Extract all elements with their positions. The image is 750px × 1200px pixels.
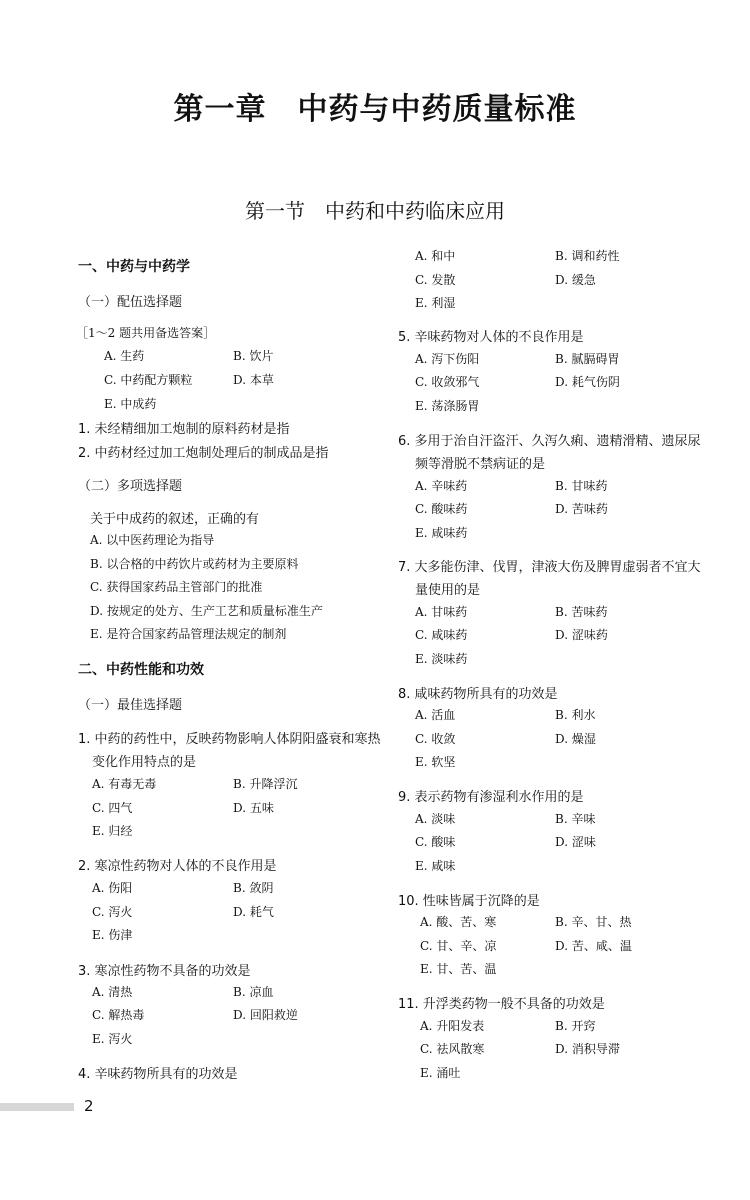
option-c: C. 酸味 bbox=[415, 835, 456, 849]
option-b: B. 凉血 bbox=[233, 985, 274, 999]
question-text: 频等滑脱不禁病证的是 bbox=[415, 457, 546, 472]
question-text: 2. 寒凉性药物对人体的不良作用是 bbox=[78, 859, 277, 874]
option-b: B. 以合格的中药饮片或药材为主要原料 bbox=[90, 557, 299, 571]
option-c: C. 收敛 bbox=[415, 732, 456, 746]
option-a: A. 活血 bbox=[415, 708, 456, 722]
option-a: A. 酸、苦、寒 bbox=[420, 915, 497, 929]
option-c: C. 甘、辛、凉 bbox=[420, 939, 497, 953]
option-a: A. 伤阳 bbox=[92, 881, 133, 895]
option-b: B. 甘味药 bbox=[555, 479, 608, 493]
question-text: 4. 辛味药物所具有的功效是 bbox=[78, 1067, 238, 1082]
option-b: B. 升降浮沉 bbox=[233, 777, 298, 791]
option-c: C. 酸味药 bbox=[415, 502, 468, 516]
option-a: A. 升阳发表 bbox=[420, 1019, 485, 1033]
question-text: 11. 升浮类药物一般不具备的功效是 bbox=[398, 997, 605, 1012]
option-d: D. 涩味药 bbox=[555, 628, 608, 642]
question-text: 变化作用特点的是 bbox=[92, 755, 197, 770]
option-b: B. 辛味 bbox=[555, 812, 596, 826]
question-text: 1. 中药的药性中，反映药物影响人体阴阳盛衰和寒热 bbox=[78, 732, 381, 747]
option-e: E. 荡涤肠胃 bbox=[415, 399, 480, 413]
option-d: D. 苦、咸、温 bbox=[555, 939, 632, 953]
option-a: A. 辛味药 bbox=[415, 479, 468, 493]
option-a: A. 清热 bbox=[92, 985, 133, 999]
chapter-title: 第一章 中药与中药质量标准 bbox=[173, 92, 577, 127]
question-text: 3. 寒凉性药物不具备的功效是 bbox=[78, 964, 251, 979]
option-c: C. 解热毒 bbox=[92, 1008, 145, 1022]
question-text: 2. 中药材经过加工炮制处理后的制成品是指 bbox=[78, 446, 329, 461]
option-a: A. 和中 bbox=[415, 249, 456, 263]
option-e: E. 甘、苦、温 bbox=[420, 962, 497, 976]
option-d: D. 本草 bbox=[233, 373, 274, 387]
option-b: B. 调和药性 bbox=[555, 249, 620, 263]
option-c: C. 发散 bbox=[415, 273, 456, 287]
option-e: E. 软坚 bbox=[415, 755, 456, 769]
option-e: E. 中成药 bbox=[104, 397, 157, 411]
option-a: A. 生药 bbox=[104, 349, 145, 363]
option-e: E. 咸味 bbox=[415, 859, 456, 873]
option-d: D. 消积导滞 bbox=[555, 1042, 620, 1056]
option-e: E. 归经 bbox=[92, 824, 133, 838]
option-a: A. 泻下伤阳 bbox=[415, 352, 480, 366]
option-d: D. 耗气伤阴 bbox=[555, 375, 620, 389]
option-e: E. 咸味药 bbox=[415, 526, 468, 540]
question-text: 量使用的是 bbox=[415, 583, 481, 598]
page-number: 2 bbox=[84, 1097, 94, 1115]
option-d: D. 按规定的处方、生产工艺和质量标准生产 bbox=[90, 604, 323, 618]
question-text: 9. 表示药物有渗湿利水作用的是 bbox=[398, 790, 584, 805]
option-b: B. 敛阴 bbox=[233, 881, 274, 895]
question-text: 6. 多用于治自汗盗汗、久泻久痢、遗精滑精、遗尿尿 bbox=[398, 434, 701, 449]
page-number-bar bbox=[0, 1103, 74, 1111]
question-text: 5. 辛味药物对人体的不良作用是 bbox=[398, 330, 584, 345]
option-c: C. 四气 bbox=[92, 801, 133, 815]
option-d: D. 涩味 bbox=[555, 835, 596, 849]
option-c: C. 祛风散寒 bbox=[420, 1042, 485, 1056]
option-a: A. 以中医药理论为指导 bbox=[90, 533, 215, 547]
option-a: A. 甘味药 bbox=[415, 605, 468, 619]
option-b: B. 苦味药 bbox=[555, 605, 608, 619]
subsection-heading: （二）多项选择题 bbox=[78, 479, 183, 494]
subsection-heading: （一）最佳选择题 bbox=[78, 698, 183, 713]
section-heading: 二、中药性能和功效 bbox=[78, 662, 204, 678]
option-b: B. 腻膈碍胃 bbox=[555, 352, 620, 366]
option-b: B. 开窍 bbox=[555, 1019, 596, 1033]
option-e: E. 利湿 bbox=[415, 296, 456, 310]
option-d: D. 苦味药 bbox=[555, 502, 608, 516]
option-e: E. 伤津 bbox=[92, 928, 133, 942]
option-b: B. 饮片 bbox=[233, 349, 274, 363]
option-e: E. 淡味药 bbox=[415, 652, 468, 666]
option-d: D. 回阳救逆 bbox=[233, 1008, 298, 1022]
option-b: B. 辛、甘、热 bbox=[555, 915, 632, 929]
shared-answer-header: ［1～2 题共用备选答案］ bbox=[76, 326, 216, 340]
subsection-heading: （一）配伍选择题 bbox=[78, 295, 183, 310]
option-d: D. 耗气 bbox=[233, 905, 274, 919]
section-heading: 一、中药与中药学 bbox=[78, 259, 190, 275]
option-c: C. 中药配方颗粒 bbox=[104, 373, 193, 387]
question-text: 1. 未经精细加工炮制的原料药材是指 bbox=[78, 422, 290, 437]
section-title: 第一节 中药和中药临床应用 bbox=[245, 199, 505, 223]
question-text: 7. 大多能伤津、伐胃，津液大伤及脾胃虚弱者不宜大 bbox=[398, 560, 701, 575]
option-c: C. 泻火 bbox=[92, 905, 133, 919]
option-a: A. 淡味 bbox=[415, 812, 456, 826]
option-d: D. 缓急 bbox=[555, 273, 596, 287]
option-a: A. 有毒无毒 bbox=[92, 777, 157, 791]
option-c: C. 咸味药 bbox=[415, 628, 468, 642]
question-text: 关于中成药的叙述，正确的有 bbox=[90, 512, 260, 527]
option-c: C. 获得国家药品主管部门的批准 bbox=[90, 580, 263, 594]
option-b: B. 利水 bbox=[555, 708, 596, 722]
option-e: E. 涌吐 bbox=[420, 1066, 461, 1080]
option-d: D. 燥湿 bbox=[555, 732, 596, 746]
question-text: 10. 性味皆属于沉降的是 bbox=[398, 894, 540, 909]
option-e: E. 是符合国家药品管理法规定的制剂 bbox=[90, 627, 287, 641]
option-e: E. 泻火 bbox=[92, 1032, 133, 1046]
option-d: D. 五味 bbox=[233, 801, 274, 815]
option-c: C. 收敛邪气 bbox=[415, 375, 480, 389]
question-text: 8. 咸味药物所具有的功效是 bbox=[398, 687, 558, 702]
